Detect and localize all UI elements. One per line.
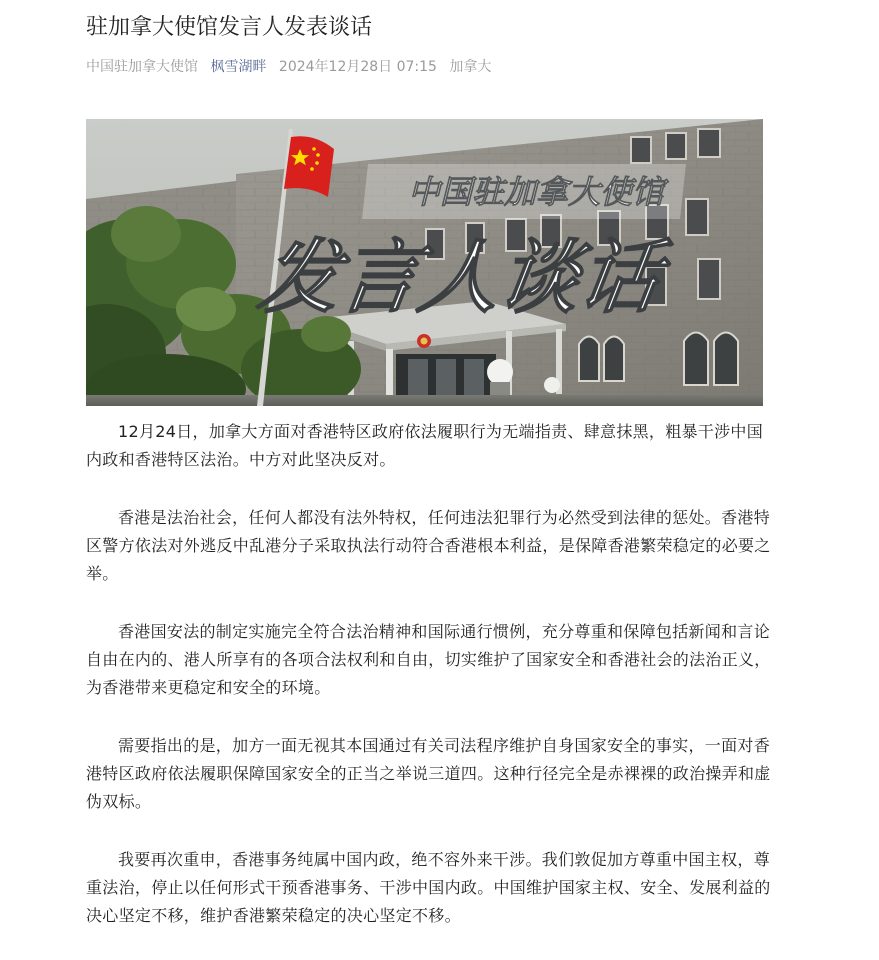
source-account[interactable]: 中国驻加拿大使馆 (86, 59, 198, 75)
banner-title: 发言人谈话 (253, 230, 667, 324)
embassy-photo (86, 119, 763, 406)
publish-datetime: 2024年12月28日 07:15 (278, 59, 437, 75)
paragraph: 我要再次重申，香港事务纯属中国内政，绝不容外来干涉。我们敦促加方尊重中国主权，尊重法治，停止以任何形式干预香港事务、干涉中国内政。中国维护国家主权、安全、发展利益的决心坚定不移，维护香港繁荣稳定的决心坚定不移。 (86, 850, 771, 925)
paragraph: 香港是法治社会，任何人都没有法外特权，任何违法犯罪行为必然受到法律的惩处。香港特区警方依法对外逃反中乱港分子采取执法行动符合香港根本利益，是保障香港繁荣稳定的必要之举。 (86, 508, 771, 583)
article-body (86, 418, 774, 960)
publish-location: 加拿大 (449, 59, 492, 75)
banner-subtitle: 中国驻加拿大使馆 (408, 173, 665, 211)
paragraph: 12月24日，加拿大方面对香港特区政府依法履职行为无端指责、肆意抹黑，粗暴干涉中国内政和香港特区法治。中方对此坚决反对。 (86, 422, 764, 469)
hero-image (86, 119, 763, 406)
article-title: 驻加拿大使馆发言人发表谈话 (86, 15, 373, 40)
paragraph: 香港国安法的制定实施完全符合法治精神和国际通行惯例，充分尊重和保障包括新闻和言论自由在内的、港人所享有的各项合法权利和自由，切实维护了国家安全和香港社会的法治正义，为香港带来更稳定和安全的环境。 (86, 622, 771, 697)
paragraph: 需要指出的是，加方一面无视其本国通过有关司法程序维护自身国家安全的事实，一面对香港特区政府依法履职保障国家安全的正当之举说三道四。这种行径完全是赤裸裸的政治操弄和虚伪双标。 (86, 736, 771, 811)
article-meta (86, 56, 499, 78)
author-link[interactable]: 枫雪湖畔 (210, 59, 267, 75)
